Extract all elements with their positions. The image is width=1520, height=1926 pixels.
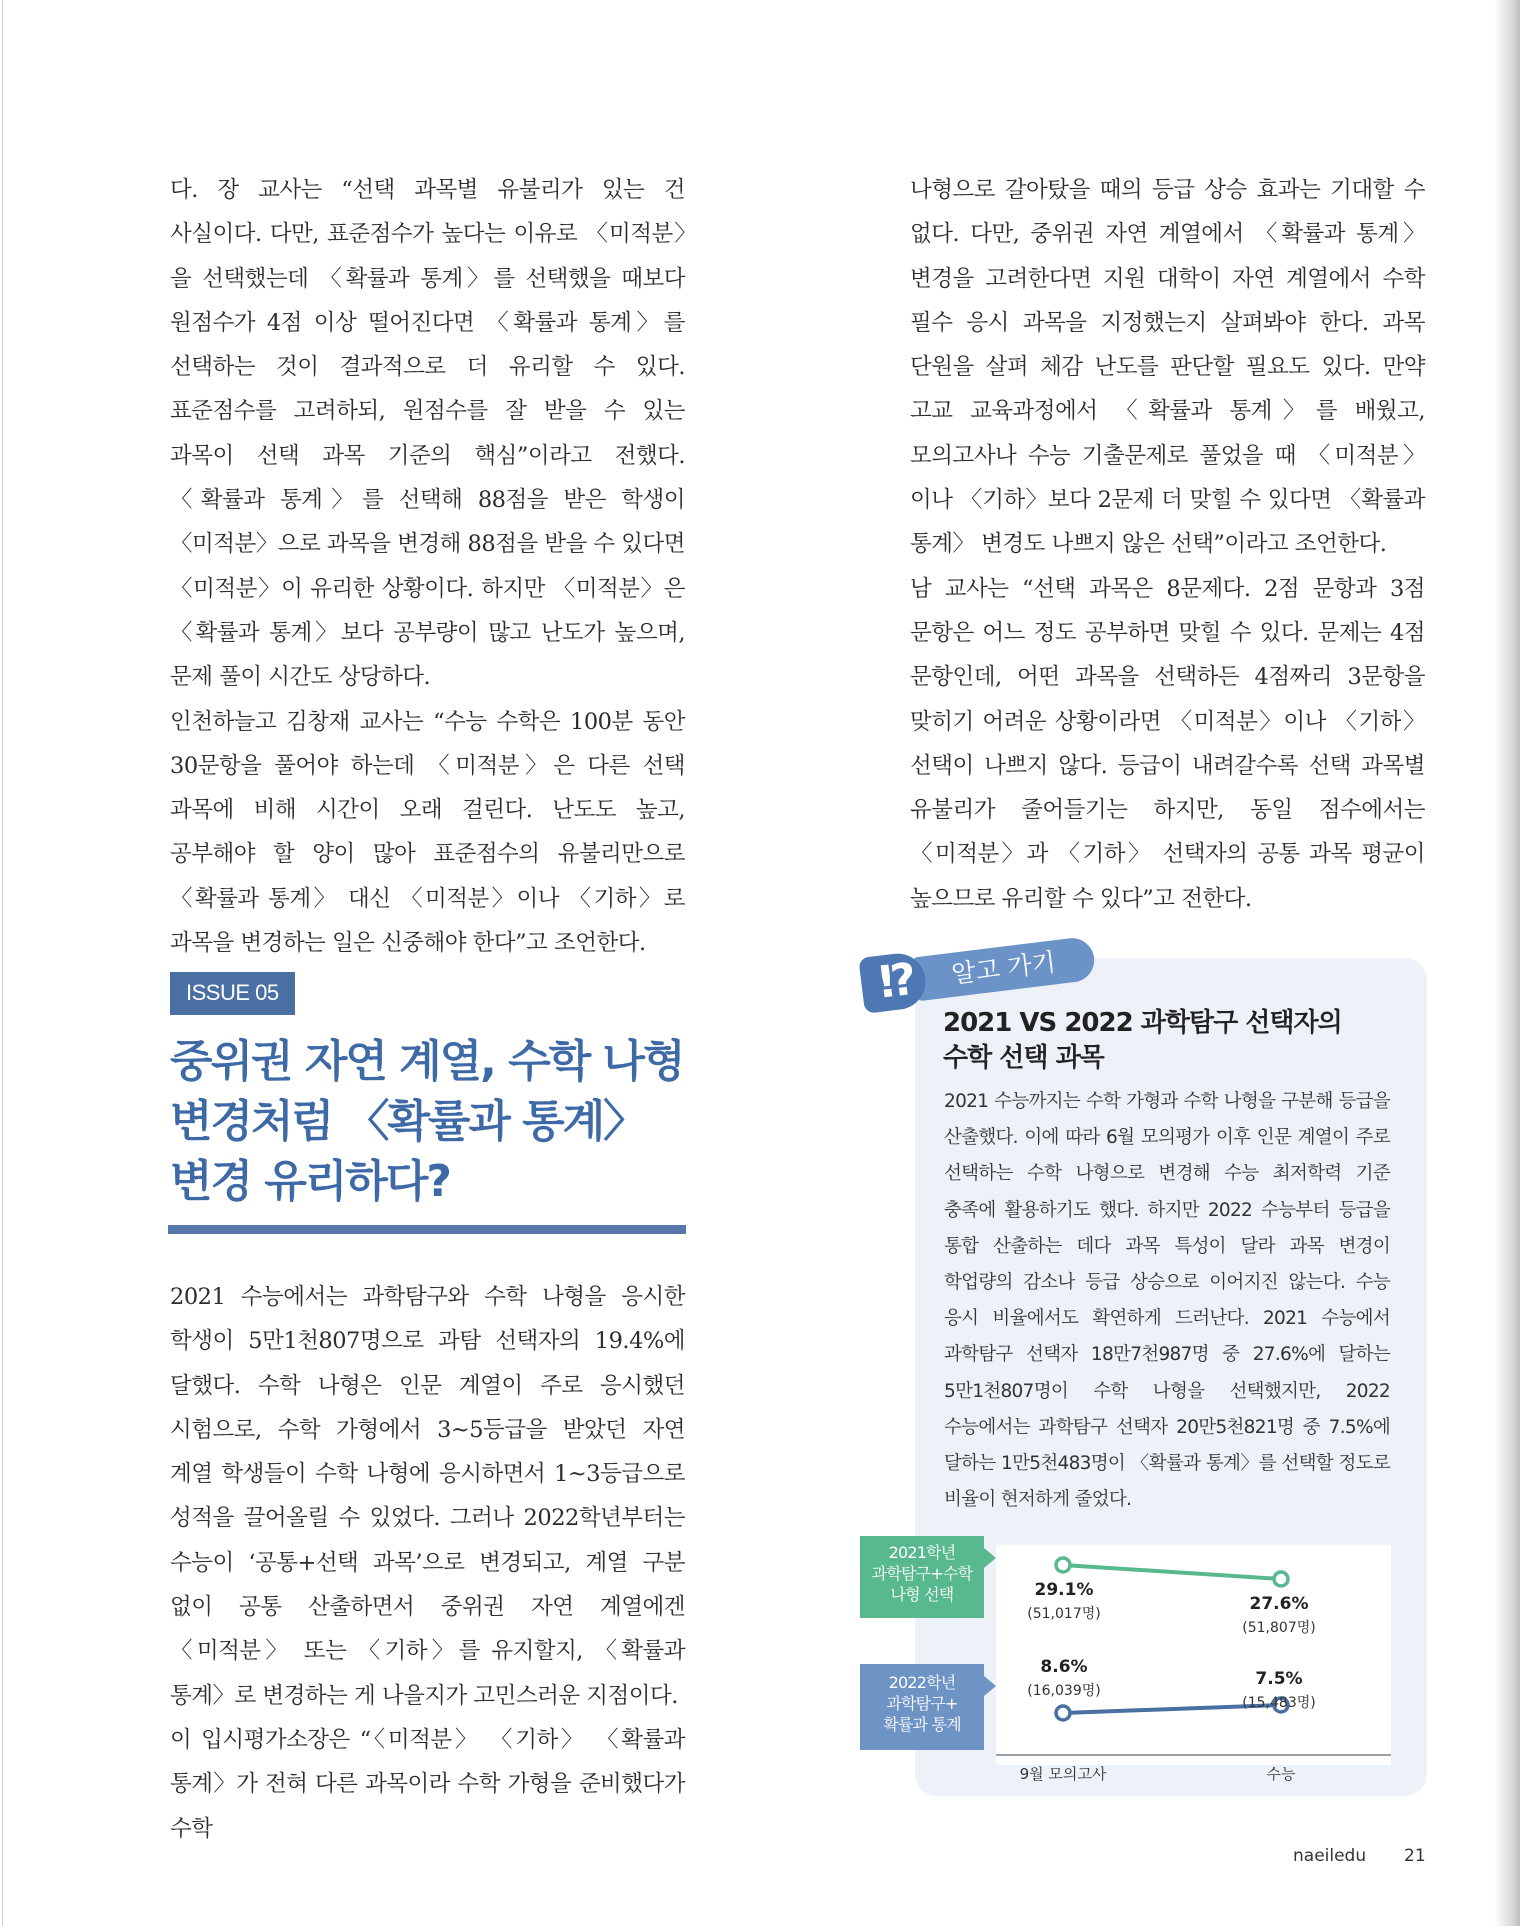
x-tick-label: 수능 xyxy=(1266,1765,1296,1783)
data-label: 8.6% xyxy=(1040,1657,1088,1677)
data-label: 27.6% xyxy=(1249,1594,1309,1614)
data-point xyxy=(1056,1558,1070,1572)
title-line: 2021 VS 2022 과학탐구 선택자의 xyxy=(943,1008,1342,1038)
legend-line: 과학탐구+수학 xyxy=(871,1564,973,1583)
legend-pointer xyxy=(984,1548,996,1568)
legend-2021 xyxy=(860,1536,984,1618)
left-column-top xyxy=(170,168,685,965)
left-column-bottom xyxy=(170,1275,685,1851)
line-chart xyxy=(996,1545,1391,1785)
footer-brand: naeiledu xyxy=(1293,1846,1367,1866)
page-edge-shadow xyxy=(1494,0,1520,1926)
legend-line: 과학탐구+ xyxy=(886,1694,958,1713)
info-box-title xyxy=(943,1006,1413,1076)
title-line: 수학 선택 과목 xyxy=(943,1043,1104,1073)
paragraph: 나형으로 갈아탔을 때의 등급 상승 효과는 기대할 수 없다. 다만, 중위권 자연 계열에서 〈확률과 통계〉 변경을 고려한다면 지원 대학이 자연 계열에서 수학 필수 응시 과목을 지정했는지 살펴봐야 한다. 과목 단원을 살펴 체감 난도를 판단할 필요도 있다. 만약 고교 교육과정에서 〈확률과 통계〉를 배웠고, 모의고사나 수능 기출문제로 풀었을 때 〈미적분〉이나 〈기하〉보다 2문제 더 맞힐 수 있다면 〈확률과 통계〉 변경도 나쁘지 않은 선택”이라고 조언한다. xyxy=(910,177,1425,558)
series-line xyxy=(1063,1565,1281,1579)
page-border xyxy=(2,0,3,1926)
data-count-label: (51,017명) xyxy=(1027,1606,1101,1622)
paragraph: 남 교사는 “선택 과목은 8문제다. 2점 문항과 3점 문항은 어느 정도 공부하면 맞힐 수 있다. 문제는 4점 문항인데, 어떤 과목을 선택하든 4점짜리 3문항을 맞히기 어려운 상황이라면 〈미적분〉이나 〈기하〉 선택이 나쁘지 않다. 등급이 내려갈수록 선택 과목별 유불리가 줄어들기는 하지만, 동일 점수에서는 〈미적분〉과 〈기하〉 선택자의 공통 과목 평균이 높으므로 유리할 수 있다”고 전한다. xyxy=(910,575,1425,912)
right-column xyxy=(910,168,1425,921)
legend-line: 2022학년 xyxy=(888,1673,956,1692)
paragraph: 인천하늘고 김창재 교사는 “수능 수학은 100분 동안 30문항을 풀어야 하는데 〈미적분〉은 다른 선택 과목에 비해 시간이 오래 걸린다. 난도도 높고, 공부해야 할 양이 많아 표준점수의 유불리만으로 〈확률과 통계〉 대신 〈미적분〉이나 〈기하〉로 과목을 변경하는 일은 신중해야 한다”고 조언한다. xyxy=(170,708,685,957)
paragraph: 2021 수능에서는 과학탐구와 수학 나형을 응시한 학생이 5만1천807명으로 과탐 선택자의 19.4%에 달했다. 수학 나형은 인문 계열이 주로 응시했던 시험으로, 수학 가형에서 3~5등급을 받았던 자연 계열 학생들이 수학 나형에 응시하면서 1~3등급으로 성적을 끌어올릴 수 있었다. 그러나 2022학년부터는 수능이 ‘공통+선택 과목’으로 변경되고, 계열 구분 없이 공통 산출하면서 중위권 자연 계열에겐 〈미적분〉 또는 〈기하〉를 유지할지, 〈확률과 통계〉로 변경하는 게 나을지가 고민스러운 지점이다. xyxy=(170,1284,685,1709)
data-count-label: (16,039명) xyxy=(1027,1683,1101,1699)
data-label: 7.5% xyxy=(1255,1669,1303,1689)
issue-headline xyxy=(170,1032,690,1212)
data-point xyxy=(1274,1572,1288,1586)
headline-divider xyxy=(168,1225,686,1234)
exclamation-question-icon: !? xyxy=(858,950,928,1013)
data-count-label: (15,483명) xyxy=(1242,1695,1316,1711)
headline-line: 중위권 자연 계열, 수학 나형 xyxy=(170,1036,684,1087)
x-tick-label: 9월 모의고사 xyxy=(1019,1765,1107,1783)
legend-2022 xyxy=(860,1664,984,1750)
paragraph: 다. 장 교사는 “선택 과목별 유불리가 있는 건 사실이다. 다만, 표준점수가 높다는 이유로 〈미적분〉을 선택했는데 〈확률과 통계〉를 선택했을 때보다 원점수가 4점 이상 떨어진다면 〈확률과 통계〉를 선택하는 것이 결과적으로 더 유리할 수 있다. 표준점수를 고려하되, 원점수를 잘 받을 수 있는 과목이 선택 과목 기준의 핵심”이라고 전했다. 〈확률과 통계〉를 선택해 88점을 받은 학생이 〈미적분〉으로 과목을 변경해 88점을 받을 수 있다면 〈미적분〉이 유리한 상황이다. 하지만 〈미적분〉은 〈확률과 통계〉보다 공부량이 많고 난도가 높으며, 문제 풀이 시간도 상당하다. xyxy=(170,177,686,691)
data-count-label: (51,807명) xyxy=(1242,1620,1316,1636)
headline-line: 변경 유리하다? xyxy=(170,1156,450,1207)
headline-line: 변경처럼 〈확률과 통계〉 xyxy=(170,1096,646,1147)
page-number: 21 xyxy=(1404,1846,1426,1866)
legend-line: 나형 선택 xyxy=(890,1585,954,1604)
data-point xyxy=(1056,1706,1070,1720)
data-label: 29.1% xyxy=(1034,1580,1094,1600)
issue-tag: ISSUE 05 xyxy=(170,972,295,1015)
paragraph: 이 입시평가소장은 “〈미적분〉 〈기하〉 〈확률과 통계〉가 전혀 다른 과목이라 수학 가형을 준비했다가 수학 xyxy=(170,1726,685,1842)
legend-pointer xyxy=(984,1676,996,1696)
badge-label: 알고 가기 xyxy=(911,936,1097,1002)
info-box-body: 2021 수능까지는 수학 가형과 수학 나형을 구분해 등급을 산출했다. 이에 따라 6월 모의평가 이후 인문 계열이 주로 선택하는 수학 나형으로 변경해 수능 최저학력 기준 충족에 활용하기도 했다. 하지만 2022 수능부터 등급을 통합 산출하는 데다 과목 특성이 달라 과목 변경이 학업량의 감소나 등급 상승으로 이어지진 않는다. 수능 응시 비율에서도 확연하게 드러난다. 2021 수능에서 과학탐구 선택자 18만7천987명 중 27.6%에 달하는 5만1천807명이 수학 나형을 선택했지만, 2022 수능에서는 과학탐구 선택자 20만5천821명 중 7.5%에 달하는 1만5천483명이 〈확률과 통계〉를 선택할 정도로 비율이 현저하게 줄었다. xyxy=(944,1091,1390,1511)
legend-line: 확률과 통계 xyxy=(883,1715,961,1734)
legend-line: 2021학년 xyxy=(888,1543,956,1562)
